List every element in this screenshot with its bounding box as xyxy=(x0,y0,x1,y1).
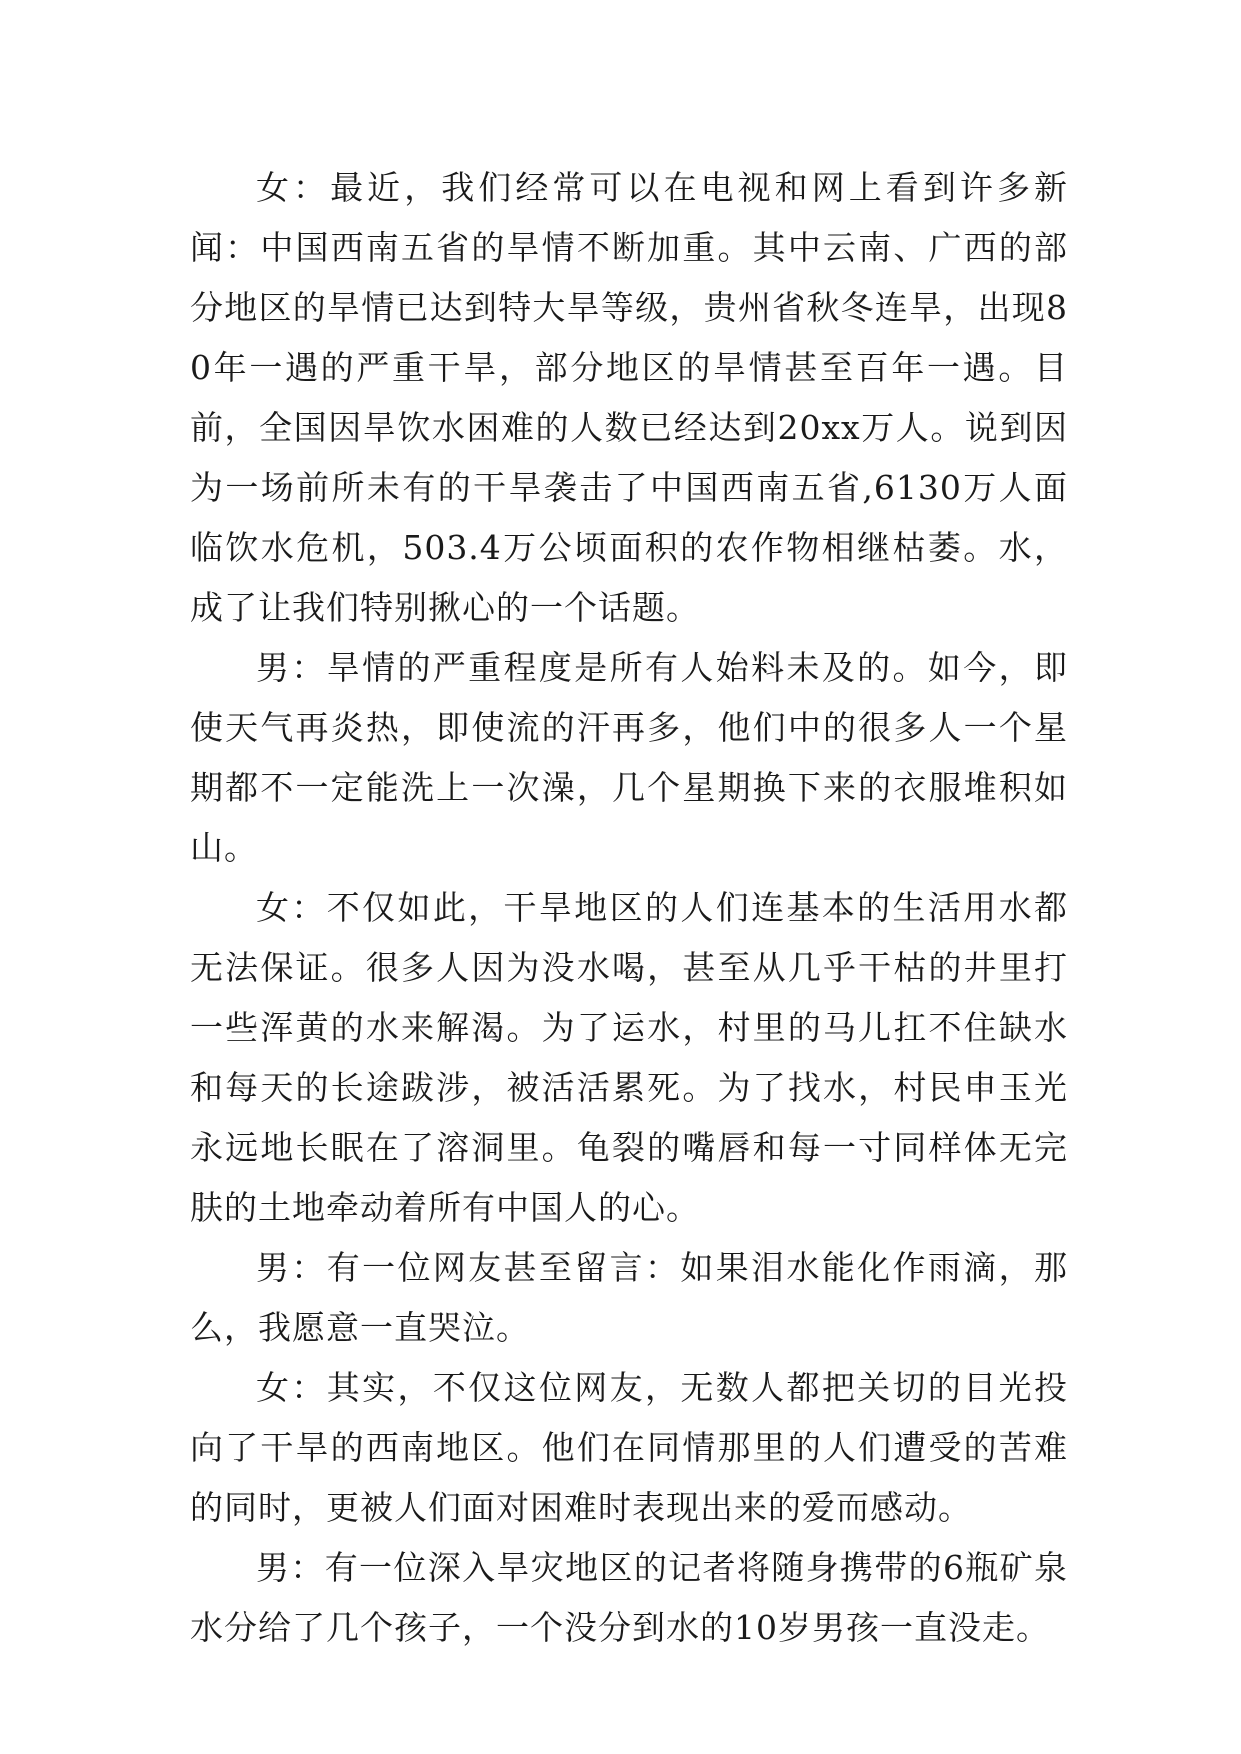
paragraph-4: 男：有一位网友甚至留言：如果泪水能化作雨滴，那么，我愿意一直哭泣。 xyxy=(190,1248,1068,1347)
paragraph-1: 女：最近，我们经常可以在电视和网上看到许多新闻：中国西南五省的旱情不断加重。其中云南、广西的部分地区的旱情已达到特大旱等级，贵州省秋冬连旱，出现80年一遇的严重干旱，部分地区的旱情甚至百年一遇。目前，全国因旱饮水困难的人数已经达到20xx万人。说到因为一场前所未有的干旱袭击了中国西南五省,6130万人面临饮水危机，503.4万公顷面积的农作物相继枯萎。水，成了让我们特别揪心的一个话题。 xyxy=(190,168,1068,627)
document-body xyxy=(190,158,1068,1658)
paragraph-3: 女：不仅如此，干旱地区的人们连基本的生活用水都无法保证。很多人因为没水喝，甚至从几乎干枯的井里打一些浑黄的水来解渴。为了运水，村里的马儿扛不住缺水和每天的长途跋涉，被活活累死。为了找水，村民申玉光永远地长眠在了溶洞里。龟裂的嘴唇和每一寸同样体无完肤的土地牵动着所有中国人的心。 xyxy=(190,888,1068,1227)
paragraph-5: 女：其实，不仅这位网友，无数人都把关切的目光投向了干旱的西南地区。他们在同情那里的人们遭受的苦难的同时，更被人们面对困难时表现出来的爱而感动。 xyxy=(190,1368,1068,1527)
paragraph-6: 男：有一位深入旱灾地区的记者将随身携带的6瓶矿泉水分给了几个孩子，一个没分到水的10岁男孩一直没走。 xyxy=(190,1548,1068,1647)
paragraph-2: 男：旱情的严重程度是所有人始料未及的。如今，即使天气再炎热，即使流的汗再多，他们中的很多人一个星期都不一定能洗上一次澡，几个星期换下来的衣服堆积如山。 xyxy=(190,648,1068,867)
